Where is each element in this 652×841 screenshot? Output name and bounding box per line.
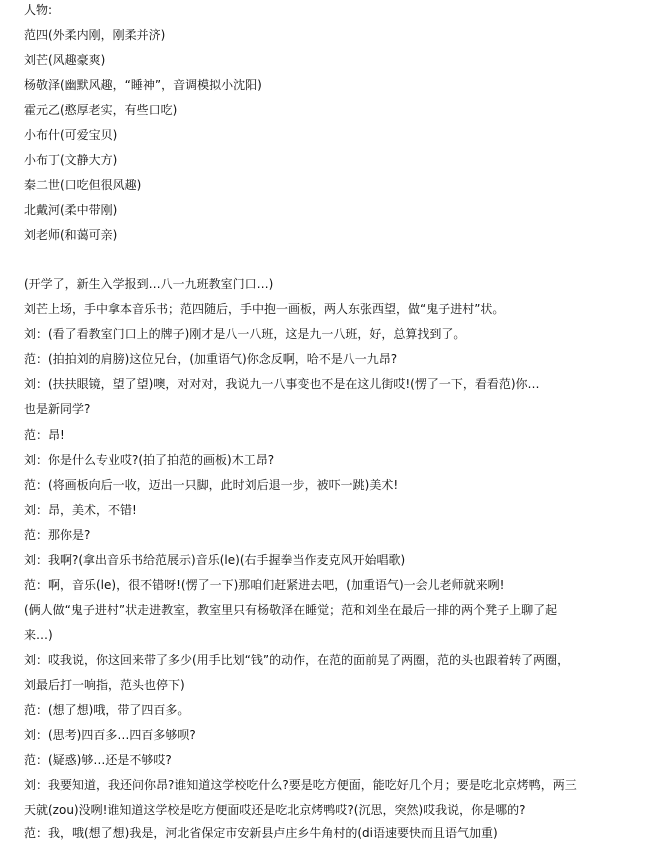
dialogue-line: 天就(zou)没咧!谁知道这学校是吃方便面哎还是吃北京烤鸭哎?(沉思，突然)哎我说，你是哪的?: [24, 803, 526, 817]
dialogue-line: 范：(将画板向后一收，迈出一只脚，此时刘后退一步，被吓一跳)美术!: [24, 478, 399, 492]
dialogue-line: 范：啊，音乐(le)，很不错呀!(愣了一下)那咱们赶紧进去吧，(加重语气)一会儿老师就来咧!: [24, 578, 505, 592]
dialogue-line: 范：(想了想)哦，带了四百多。: [24, 703, 190, 717]
dialogue-line: 刘：(看了看教室门口上的牌子)刚才是八一八班，这是九一八班，好，总算找到了。: [24, 327, 466, 341]
dialogue-line: 范：我，哦(想了想)我是，河北省保定市安新县卢庄乡牛角村的(di语速要快而且语气加重): [24, 826, 498, 840]
dialogue-line: 刘：(思考)四百多…四百多够呗?: [24, 728, 196, 742]
cast-item: 刘老师(和蔼可亲): [24, 228, 118, 242]
dialogue-line: 范：(疑惑)够…还是不够哎?: [24, 753, 172, 767]
stage-direction: (开学了，新生入学报到…八一九班教室门口…): [24, 277, 274, 291]
dialogue-line: 刘：(扶扶眼镜，望了望)噢，对对对，我说九一八事变也不是在这儿街哎!(愣了一下，看看范)你…: [24, 377, 540, 391]
dialogue-line: 刘：我啊?(拿出音乐书给范展示)音乐(le)(右手握拳当作麦克风开始唱歌): [24, 553, 406, 567]
stage-direction: 来…): [24, 628, 53, 642]
cast-item: 北戴河(柔中带刚): [24, 203, 118, 217]
dialogue-line: 刘：昂，美术，不错!: [24, 503, 137, 517]
cast-item: 范四(外柔内刚，刚柔并济): [24, 28, 166, 42]
stage-direction: (俩人做“鬼子进村”状走进教室，教室里只有杨敬泽在睡觉；范和刘坐在最后一排的两个凳子上聊了起: [24, 603, 558, 617]
cast-item: 小布什(可爱宝贝): [24, 128, 118, 142]
dialogue-line: 刘：你是什么专业哎?(拍了拍范的画板)木工昂?: [24, 453, 275, 467]
cast-heading: 人物:: [24, 3, 53, 17]
dialogue-line: 刘：哎我说，你这回来带了多少(用手比划“钱”的动作，在范的面前晃了两圈，范的头也跟着转了两圈，: [24, 653, 570, 667]
cast-item: 刘芒(风趣豪爽): [24, 53, 106, 67]
cast-item: 小布丁(文静大方): [24, 153, 118, 167]
dialogue-line: 也是新同学?: [24, 402, 91, 416]
dialogue-line: 范：那你是?: [24, 528, 91, 542]
dialogue-line: 范：(拍拍刘的肩膀)这位兄台，(加重语气)你念反啊，哈不是八一九昂?: [24, 352, 398, 366]
dialogue-line: 刘最后打一响指，范头也停下): [24, 678, 185, 692]
cast-item: 秦二世(口吃但很风趣): [24, 178, 142, 192]
dialogue-line: 范：昂!: [24, 428, 65, 442]
cast-item: 霍元乙(憨厚老实，有些口吃): [24, 103, 178, 117]
dialogue-line: 刘：我要知道，我还问你昂?谁知道这学校吃什么?要是吃方便面，能吃好几个月；要是吃北京烤鸭，两三: [24, 778, 577, 792]
cast-item: 杨敬泽(幽默风趣，“睡神”，音调模拟小沈阳): [24, 78, 262, 92]
stage-direction: 刘芒上场，手中拿本音乐书；范四随后，手中抱一画板，两人东张西望，做“鬼子进村”状。: [24, 302, 505, 316]
